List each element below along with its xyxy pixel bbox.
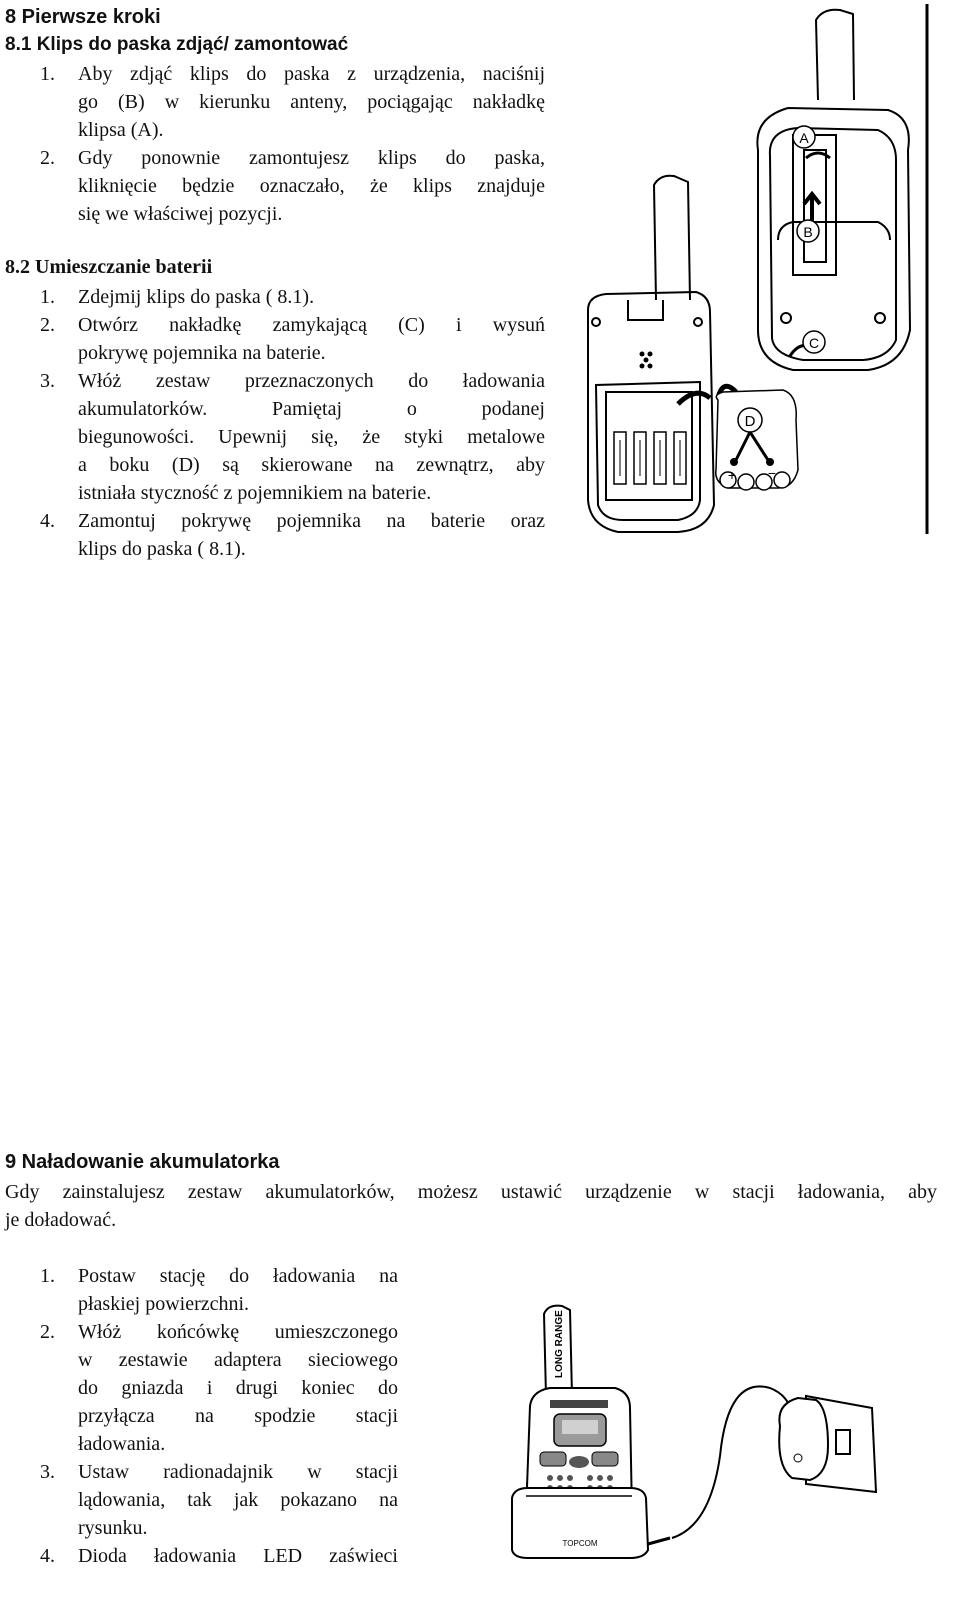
list-number: 3. [40, 1461, 55, 1483]
section-8-title: 8 Pierwsze kroki [5, 6, 161, 28]
brand-label: TOPCOM [562, 1539, 598, 1548]
list-item-line: go (B) w kierunku anteny, pociągając nakładkę [78, 91, 545, 113]
list-item-line: ładowania. [78, 1433, 166, 1455]
list-item-line: płaskiej powierzchni. [78, 1293, 250, 1315]
list-item-line: biegunowości. Upewnij się, że styki metalowe [78, 426, 545, 448]
section-9-intro-line: Gdy zainstalujesz zestaw akumulatorków, możesz ustawić urządzenie w stacji ładowania, aby [5, 1181, 937, 1203]
list-item-line: akumulatorków. Pamiętaj o podanej [78, 398, 545, 420]
label-plus: + [727, 467, 737, 483]
list-item-line: Dioda ładowania LED zaświeci [78, 1545, 398, 1567]
list-item-line: do gniazda i drugi koniec do [78, 1377, 398, 1399]
label-b: B [803, 224, 813, 240]
list-item-line: Otwórz nakładkę zamykającą (C) i wysuń [78, 314, 545, 336]
list-item-line: przyłącza na spodzie stacji [78, 1405, 398, 1427]
list-item-line: klipsa (A). [78, 119, 164, 141]
list-item-line: a boku (D) są skierowane na zewnątrz, aby [78, 454, 545, 476]
antenna-label: LONG RANGE [554, 1310, 565, 1378]
list-item-line: klips do paska ( 8.1). [78, 538, 246, 560]
list-item-line: Postaw stację do ładowania na [78, 1265, 398, 1287]
list-number: 2. [40, 1321, 55, 1343]
list-item-line: Zdejmij klips do paska ( 8.1). [78, 286, 315, 308]
list-number: 1. [40, 286, 55, 308]
list-item-line: Włóż końcówkę umieszczonego [78, 1321, 398, 1343]
label-a: A [799, 130, 809, 146]
list-item-line: Aby zdjąć klips do paska z urządzenia, naciśnij [78, 63, 545, 85]
list-item-line: kliknięcie będzie oznaczało, że klips znajduje [78, 175, 545, 197]
list-number: 2. [40, 147, 55, 169]
list-item-line: rysunku. [78, 1517, 148, 1539]
section-8-2-title: 8.2 Umieszczanie baterii [5, 256, 213, 278]
battery-install-figure [578, 0, 930, 540]
list-number: 1. [40, 63, 55, 85]
list-number: 4. [40, 1545, 55, 1567]
section-9-intro-line: je doładować. [5, 1209, 117, 1231]
list-item-line: w zestawie adaptera sieciowego [78, 1349, 398, 1371]
list-item-line: pokrywę pojemnika na baterie. [78, 342, 326, 364]
list-item-line: się we właściwej pozycji. [78, 203, 283, 225]
section-8-1-title: 8.1 Klips do paska zdjąć/ zamontować [5, 34, 349, 55]
list-item-line: Zamontuj pokrywę pojemnika na baterie oraz [78, 510, 545, 532]
list-number: 2. [40, 314, 55, 336]
list-item-line: Gdy ponownie zamontujesz klips do paska, [78, 147, 545, 169]
list-item-line: istniała styczność z pojemnikiem na baterie. [78, 482, 432, 504]
list-item-line: lądowania, tak jak pokazano na [78, 1489, 398, 1511]
list-item-line: Ustaw radionadajnik w stacji [78, 1461, 398, 1483]
label-c: C [808, 335, 820, 351]
list-number: 1. [40, 1265, 55, 1287]
label-minus: − [767, 465, 777, 481]
charging-station-figure [480, 1296, 900, 1596]
list-number: 3. [40, 370, 55, 392]
list-number: 4. [40, 510, 55, 532]
list-item-line: Włóż zestaw przeznaczonych do ładowania [78, 370, 545, 392]
label-d: D [744, 413, 756, 430]
section-9-title: 9 Naładowanie akumulatorka [5, 1151, 280, 1173]
